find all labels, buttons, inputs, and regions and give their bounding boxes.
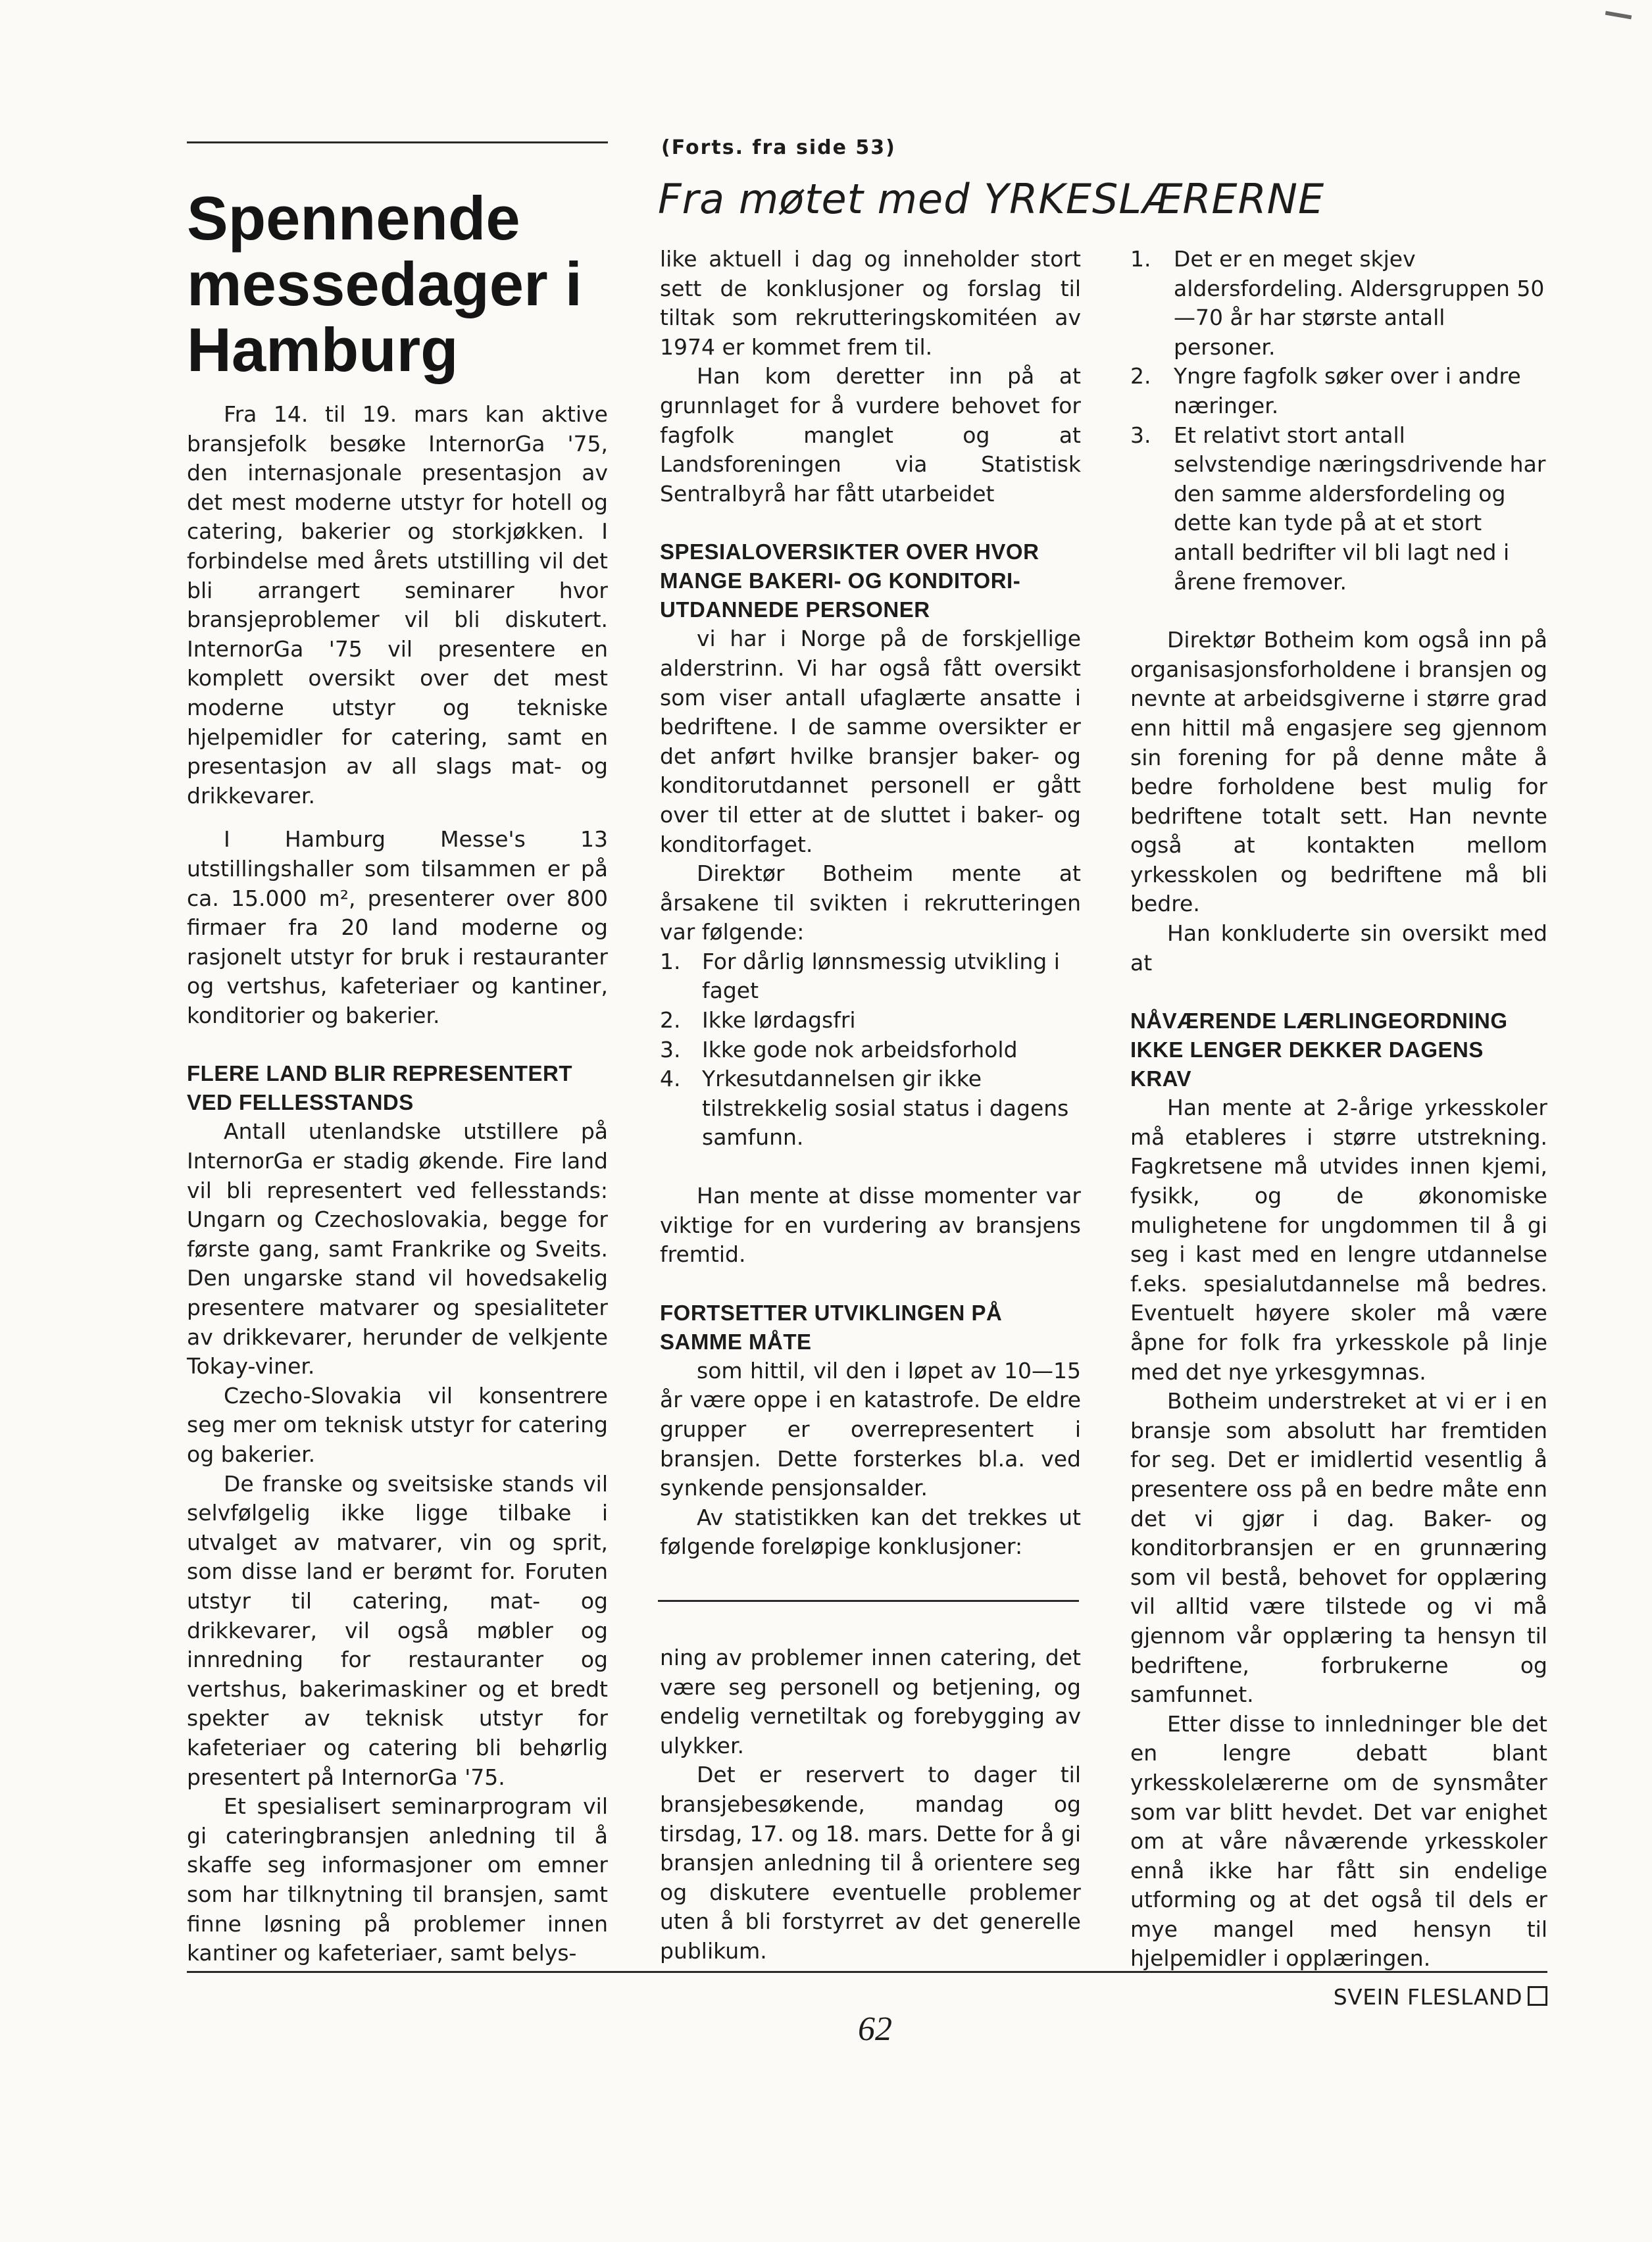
scan-edge-mark xyxy=(1605,11,1632,20)
middle-paragraph: vi har i Norge på de forskjellige alderstrinn. Vi har også fått oversikt som viser antall ufaglærte ansatte i bedriftene. I de samme oversikter er det anført hvilke bransjer baker- og konditorutdannet personell er gått over til etter at de sluttet i baker- og konditorfaget. xyxy=(660,626,1081,857)
author-name: SVEIN FLESLAND xyxy=(1333,1984,1522,2010)
conclusions-list xyxy=(1130,245,1547,597)
middle-paragraph: Det er reservert to dager til bransjebesøkende, mandag og tirsdag, 17. og 18. mars. Dette for å gi bransjen anledning til å orientere seg og diskutere eventuelle problemer uten å bli forstyrret av det generelle publikum. xyxy=(660,1762,1081,1964)
list-item: 3. Et relativt stort antall selvstendige næringsdrivende har den samme aldersfordeling og dette kan tyde på at et stort antall bedrifter vil bli lagt ned i årene fremover. xyxy=(1130,422,1546,595)
left-column xyxy=(187,400,608,1968)
list-item: 4. Yrkesutdannelsen gir ikke tilstrekkelig sosial status i dagens samfunn. xyxy=(660,1066,1069,1151)
right-paragraph: Etter disse to innledninger ble det en lengre debatt blant yrkesskolelærerne om de synsmåter som var blitt hevdet. Det var enighet om at våre nåværende yrkesskoler ennå ikke har fått sin endelige utforming og at det også til dels er mye mangel med hensyn til hjelpemidler i opplæringen. xyxy=(1130,1710,1547,1972)
middle-paragraph: ning av problemer innen catering, det være seg personell og betjening, og endelig vernetiltak og forebygging av ulykker. xyxy=(660,1645,1081,1758)
list-item: 3. Ikke gode nok arbeidsforhold xyxy=(660,1036,1018,1062)
reasons-list xyxy=(660,947,1081,1153)
list-item: 2. Ikke lørdagsfri xyxy=(660,1007,856,1034)
left-paragraph: Czecho-Slovakia vil konsentrere seg mer om teknisk utstyr for catering og bakerier. xyxy=(187,1382,608,1467)
middle-subheading: FORTSETTER UTVIKLINGEN PÅ SAMME MÅTE xyxy=(660,1300,1003,1354)
left-paragraph: Et spesialisert seminarprogram vil gi cateringbransjen anledning til å skaffe seg informasjoner om emner som har tilknytning til bransjen, samt finne løsning på problemer innen kantiner og kafeteriaer, samt belys- xyxy=(187,1793,608,1966)
page-number: 62 xyxy=(858,2010,892,2048)
right-subheading: NÅVÆRENDE LÆRLINGEORDNING IKKE LENGER DEKKER DAGENS KRAV xyxy=(1130,1009,1508,1091)
right-column xyxy=(1130,245,1547,2012)
middle-column-bottom xyxy=(660,1643,1081,1966)
list-item: 1. Det er en meget skjev aldersfordeling. Aldersgruppen 50—70 år har største antall personer. xyxy=(1130,246,1545,360)
author-signature xyxy=(1130,1983,1547,2012)
left-subheading: FLERE LAND BLIR REPRESENTERT VED FELLESSTANDS xyxy=(187,1061,573,1115)
article-title: Spennende messedager i Hamburg xyxy=(187,184,582,384)
middle-column-top xyxy=(660,245,1081,1562)
section-title: Fra møtet med YRKESLÆRERNE xyxy=(658,175,1325,223)
list-item: 1. For dårlig lønnsmessig utvikling i faget xyxy=(660,948,1060,1004)
top-rule-left xyxy=(187,141,608,143)
right-paragraph: Han konkluderte sin oversikt med at xyxy=(1130,920,1547,976)
list-item: 2. Yngre fagfolk søker over i andre næringer. xyxy=(1130,363,1521,418)
right-paragraph: Han mente at 2-årige yrkesskoler må etableres i større utstrekning. Fagkretsene må utvides innen kjemi, fysikk, og de økonomiske mulighetene for ungdommen til å gi seg i kast med en lengre utdannelse f.eks. spesialutdannelse må bedres. Eventuelt høyere skoler må være åpne for folk fra yrkesskole på linje med det nye yrkesgymnas. xyxy=(1130,1095,1547,1385)
middle-paragraph: Av statistikken kan det trekkes ut følgende foreløpige konklusjoner: xyxy=(660,1504,1081,1560)
middle-paragraph: Han kom deretter inn på at grunnlaget for å vurdere behovet for fagfolk manglet og at Landsforeningen via Statistisk Sentralbyrå har fått utarbeidet xyxy=(660,363,1081,507)
middle-paragraph: Direktør Botheim mente at årsakene til svikten i rekrutteringen var følgende: xyxy=(660,860,1081,945)
left-paragraph: I Hamburg Messe's 13 utstillingshaller som tilsammen er på ca. 15.000 m², presenterer over 800 firmaer fra 20 land moderne og rasjonelt utstyr for bruk i restauranter og vertshus, kafeteriaer og kantiner, konditorier og bakerier. xyxy=(187,826,608,1028)
right-paragraph: Botheim understreket at vi er i en bransje som absolutt har fremtiden for seg. Det er imidlertid vesentlig å presentere oss på en bedre måte enn det vi gjør i dag. Baker- og konditorbransjen er en grunnæring som vil bestå, behovet for opplæring vil alltid være tilstede og vi må gjennom vår opplæring ta hensyn til bedriftene, forbrukerne og samfunnet. xyxy=(1130,1388,1547,1708)
left-intro-paragraph: Fra 14. til 19. mars kan aktive bransjefolk besøke InternorGa '75, den internasjonale presentasjon av det mest moderne utstyr for hotell og catering, bakerier og storkjøkken. I forbindelse med årets utstilling vil det bli arrangert seminarer hvor bransjeproblemer vil bli diskutert. InternorGa '75 vil presentere en komplett oversikt over det mest moderne utstyr og tekniske hjelpemidler for catering, samt en presentasjon av all slags mat- og drikkevarer. xyxy=(187,401,608,809)
middle-separator-rule xyxy=(658,1600,1079,1602)
end-mark-box xyxy=(1528,1986,1547,2006)
middle-subheading: SPESIALOVERSIKTER OVER HVOR MANGE BAKERI- OG KONDITORI-UTDANNEDE PERSONER xyxy=(660,539,1039,622)
continued-from-label: (Forts. fra side 53) xyxy=(661,136,896,159)
middle-paragraph: like aktuell i dag og inneholder stort sett de konklusjoner og forslag til tiltak som rekrutteringskomitéen av 1974 er kommet frem til. xyxy=(660,246,1081,360)
left-paragraph: De franske og sveitsiske stands vil selvfølgelig ikke ligge tilbake i utvalget av matvarer, vin og sprit, som disse land er berømt for. Foruten utstyr til catering, mat- og drikkevarer, vil også møbler og innredning for restauranter og vertshus, bakerimaskiner og et bredt spekter av teknisk utstyr for kafeteriaer og catering bli behørlig presentert på InternorGa '75. xyxy=(187,1470,608,1790)
right-paragraph: Direktør Botheim kom også inn på organisasjonsforholdene i bransjen og nevnte at arbeidsgiverne i større grad enn hittil må engasjere seg gjennom sin forening for på denne måte å bedre forholdene best mulig for bedriftene totalt sett. Han nevnte også at kontakten mellom yrkesskolen og bedriftene må bli bedre. xyxy=(1130,627,1547,917)
middle-paragraph: som hittil, vil den i løpet av 10—15 år være oppe i en katastrofe. De eldre grupper er overrepresentert i bransjen. Dette forsterkes bl.a. ved synkende pensjonsalder. xyxy=(660,1357,1081,1501)
middle-paragraph: Han mente at disse momenter var viktige for en vurdering av bransjens fremtid. xyxy=(660,1183,1081,1268)
left-paragraph: Antall utenlandske utstillere på InternorGa er stadig økende. Fire land vil bli representert ved fellesstands: Ungarn og Czechoslovakia, begge for første gang, samt Frankrike og Sveits. Den ungarske stand vil hovedsakelig presentere matvarer og spesialiteter av drikkevarer, herunder de velkjente Tokay-viner. xyxy=(187,1118,608,1380)
